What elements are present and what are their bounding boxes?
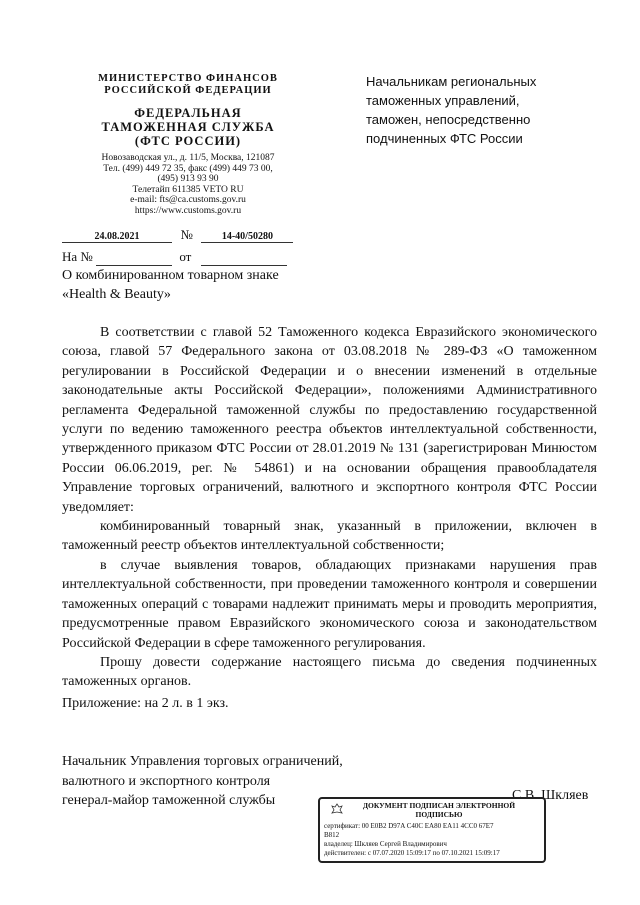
position-line: валютного и экспортного контроля	[62, 773, 271, 789]
electronic-signature-stamp	[318, 797, 546, 863]
reference-number-field	[96, 249, 172, 266]
emblem-icon	[330, 803, 344, 815]
service-line: ТАМОЖЕННАЯ СЛУЖБА	[101, 120, 275, 134]
address-line: https://www.customs.gov.ru	[134, 205, 242, 216]
signatory-position	[62, 752, 343, 811]
stamp-validity: действителен: с 07.07.2020 15:09:17 по 07.10.2021 15:09:17	[324, 849, 500, 857]
stamp-certificate-cont: B812	[324, 831, 340, 839]
recipient-line: таможен, непосредственно	[366, 112, 531, 127]
service-line: ФЕДЕРАЛЬНАЯ	[134, 106, 242, 120]
stamp-owner: владелец: Шкляев Сергей Владимирович	[324, 840, 447, 848]
reference-number-label: На №	[62, 249, 93, 264]
body-paragraph: в случае выявления товаров, обладающих признаками нарушения прав интеллектуальной собственности, при проведении таможенного контроля и совершении таможенных операций с товарами надлежит принимать меры и проводить мероприятия, предусмотренные правом Евразийского экономического союза и законодательством Российской Федерации в сфере таможенного регулирования.	[62, 557, 597, 651]
address-line: Телетайп 611385 VETO RU	[132, 184, 244, 195]
body-paragraph: комбинированный товарный знак, указанный в приложении, включен в таможенный реестр объектов интеллектуальной собственности;	[62, 519, 597, 554]
stamp-certificate: сертификат: 00 E0B2 D97A C40C EA80 EA11 4CC0 67E7	[324, 822, 494, 830]
letter-body	[62, 323, 597, 692]
address-block	[58, 153, 318, 216]
body-paragraph: В соответствии с главой 52 Таможенного кодекса Евразийского экономического союза, главой 57 Федерального закона от 03.08.2018 № 289-ФЗ «О таможенном регулировании в Российской Федерации и о внесении изменений в отдельные законодательные акты Российской Федерации», положениями Административного регламента Федеральной таможенной службы по предоставлению государственной услуги по ведению таможенного реестра объектов интеллектуальной собственности, утвержденного приказом ФТС России от 28.01.2019 № 131 (зарегистрирован Минюстом России 06.06.2019, рег. № 54861) и на основании обращения правообладателя Управление торговых ограничений, валютного и экспортного контроля ФТС России уведомляет:	[62, 325, 597, 515]
attachment-note: Приложение: на 2 л. в 1 экз.	[62, 696, 229, 711]
registration-date: 24.08.2021	[62, 231, 172, 243]
recipient-block	[366, 72, 536, 148]
recipient-line: таможенных управлений,	[366, 93, 520, 108]
address-line: (495) 913 93 90	[157, 174, 219, 184]
registration-number: 14-40/50280	[201, 231, 293, 243]
stamp-title	[338, 801, 540, 819]
subject-line: «Health & Beauty»	[62, 287, 171, 302]
reference-date-label: от	[179, 249, 192, 264]
ministry-header	[58, 73, 318, 97]
reference-line	[62, 249, 287, 266]
stamp-title-line: ДОКУМЕНТ ПОДПИСАН ЭЛЕКТРОННОЙ	[362, 801, 516, 810]
stamp-title-line: ПОДПИСЬЮ	[415, 810, 463, 819]
address-line: e-mail: fts@ca.customs.gov.ru	[130, 195, 246, 205]
ministry-line: РОССИЙСКОЙ ФЕДЕРАЦИИ	[104, 85, 272, 96]
position-line: Начальник Управления торговых ограничений,	[62, 754, 343, 769]
service-line: (ФТС РОССИИ)	[134, 134, 242, 148]
recipient-line: подчиненных ФТС России	[366, 131, 523, 146]
body-paragraph: Прошу довести содержание настоящего письма до сведения подчиненных таможенных органов.	[62, 654, 597, 690]
signatory-name: С.В. Шкляев	[512, 788, 589, 803]
reference-date-field	[201, 249, 287, 266]
recipient-line: Начальникам региональных	[366, 74, 537, 89]
ministry-line: МИНИСТЕРСТВО ФИНАНСОВ	[98, 73, 278, 84]
position-line: генерал-майор таможенной службы	[62, 793, 276, 808]
number-sign: №	[180, 227, 193, 242]
subject	[62, 266, 279, 304]
address-line: Тел. (499) 449 72 35, факс (499) 449 73 00,	[103, 163, 273, 174]
registration-line	[62, 227, 293, 243]
service-header	[58, 106, 318, 148]
subject-line: О комбинированном товарном знаке	[62, 268, 279, 283]
address-line: Новозаводская ул., д. 11/5, Москва, 121087	[101, 153, 275, 163]
